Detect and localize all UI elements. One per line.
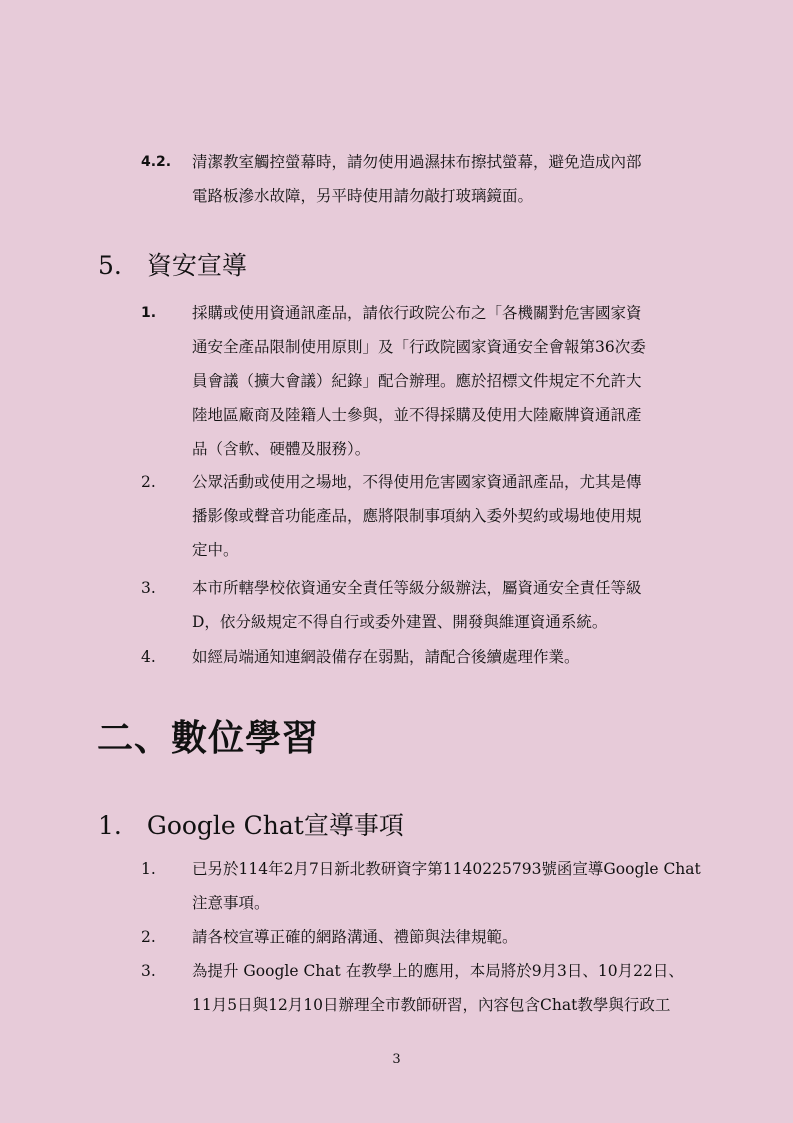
item-number: 3.	[141, 579, 156, 597]
item-number: 2.	[141, 928, 156, 946]
item-number: 1.	[141, 305, 157, 321]
section-heading: 1. Google Chat宣導事項	[98, 811, 404, 840]
chapter-heading: 二、數位學習	[97, 717, 320, 759]
item-text: 為提升 Google Chat 在教學上的應用，本局將於9月3日、10月22日、 11月5日與12月10日辦理全市教師研習，內容包含Chat教學與行政工	[192, 962, 684, 1014]
item-number: 4.2.	[141, 154, 172, 170]
item-text: 已另於114年2月7日新北教研資字第1140225793號函宣導Google Chat 注意事項。	[192, 860, 701, 912]
section-heading: 5. 資安宣導	[98, 251, 247, 280]
page-number: 3	[392, 1052, 401, 1067]
item-text: 採購或使用資通訊產品，請依行政院公布之「各機關對危害國家資 通安全產品限制使用原則」及「行政院國家資通安全會報第36次委 員會議（擴大會議）紀錄」配合辦理。應於招標文件規定不允許大 陸地區廠商及陸籍人士參與，並不得採購及使用大陸廠牌資通訊產 品（含軟、硬體及服務）。	[192, 304, 646, 458]
item-number: 3.	[141, 962, 156, 980]
item-text: 公眾活動或使用之場地，不得使用危害國家資通訊產品，尤其是傳 播影像或聲音功能產品，應將限制事項納入委外契約或場地使用規 定中。	[192, 473, 642, 559]
item-text: 本市所轄學校依資通安全責任等級分級辦法，屬資通安全責任等級 D，依分級規定不得自行或委外建置、開發與維運資通系統。	[192, 579, 642, 631]
item-number: 4.	[141, 648, 156, 666]
item-number: 1.	[141, 860, 156, 878]
item-text: 如經局端通知連網設備存在弱點，請配合後續處理作業。	[192, 648, 580, 666]
item-text: 請各校宣導正確的網路溝通、禮節與法律規範。	[192, 928, 518, 946]
item-number: 2.	[141, 473, 156, 491]
item-text: 清潔教室觸控螢幕時，請勿使用過濕抹布擦拭螢幕，避免造成內部 電路板滲水故障，另平時使用請勿敲打玻璃鏡面。	[192, 153, 642, 205]
